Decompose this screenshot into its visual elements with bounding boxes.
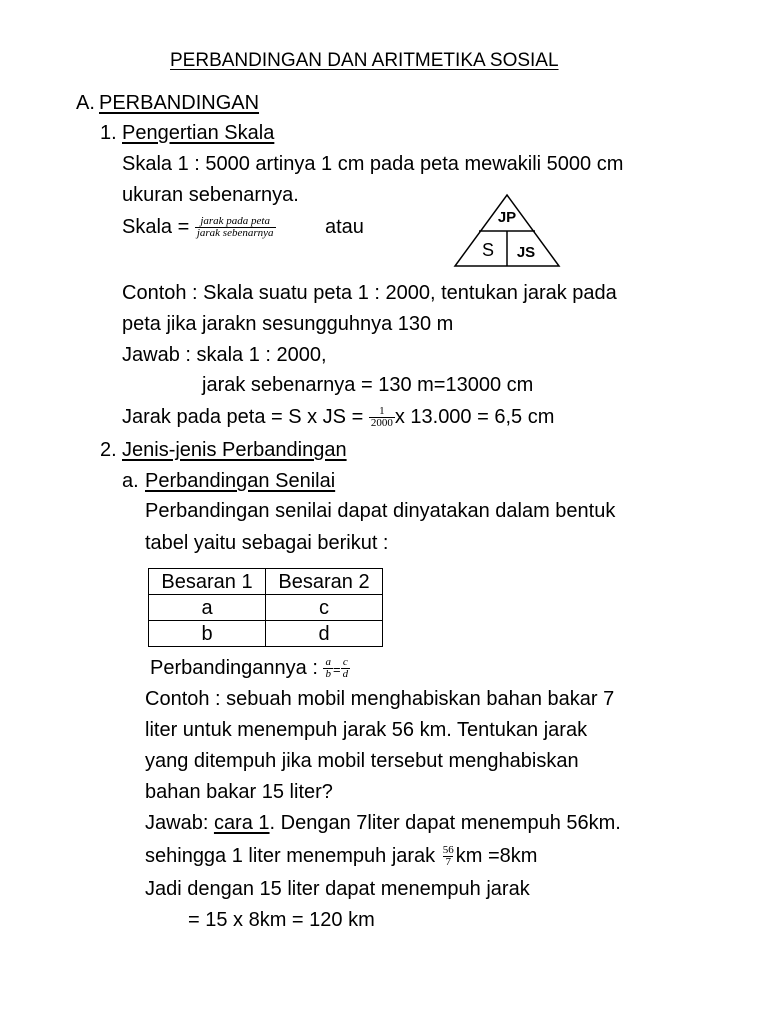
contoh-2-line-6	[145, 843, 537, 869]
table-cell: c	[266, 595, 383, 621]
senilai-line-1: Perbandingan senilai dapat dinyatakan dalam bentuk	[145, 500, 616, 522]
contoh-1-line-1: Contoh : Skala suatu peta 1 : 2000, tentukan jarak pada	[122, 282, 617, 304]
contoh-1-line-3: Jawab : skala 1 : 2000,	[122, 344, 327, 366]
table-cell: b	[149, 621, 266, 647]
contoh-2-line-6-prefix: sehingga 1 liter menempuh jarak	[145, 845, 436, 867]
triangle-label-js: JS	[516, 244, 536, 261]
perbandingan-f2-denominator: d	[342, 668, 349, 681]
item-1-marker: 1.	[100, 122, 117, 144]
table-row	[149, 621, 383, 647]
section-a-marker: A.	[76, 92, 95, 114]
perbandingan-fraction-1	[323, 657, 333, 680]
table-header-cell: Besaran 1	[149, 569, 266, 595]
table-row	[149, 595, 383, 621]
skala-atau: atau	[325, 216, 364, 238]
skala-formula-prefix: Skala =	[122, 216, 190, 238]
item-a-heading: Perbandingan Senilai	[145, 470, 336, 492]
item-2-heading: Jenis-jenis Perbandingan	[122, 439, 347, 461]
contoh-1-fraction-numerator: 1	[379, 405, 385, 418]
scale-triangle-diagram	[452, 193, 562, 269]
triangle-label-jp: JP	[497, 209, 517, 226]
contoh-2-fraction-numerator: 56	[442, 844, 454, 857]
contoh-2-line-6-suffix: km =8km	[455, 845, 538, 867]
perbandingan-f2-numerator: c	[342, 656, 348, 669]
contoh-2-line-2: liter untuk menempuh jarak 56 km. Tentukan jarak	[145, 719, 588, 741]
contoh-2-jawab	[145, 810, 621, 836]
contoh-2-line-3: yang ditempuh jika mobil tersebut menghabiskan	[145, 750, 579, 772]
perbandingan-f1-numerator: a	[325, 656, 331, 669]
item-1-heading: Pengertian Skala	[122, 122, 275, 144]
triangle-label-s: S	[481, 240, 495, 260]
table-header-row	[149, 569, 383, 595]
contoh-2-cara-1: cara 1	[213, 812, 270, 834]
contoh-2-line-1: Contoh : sebuah mobil menghabiskan bahan bakar 7	[145, 688, 615, 710]
contoh-2-line-4: bahan bakar 15 liter?	[145, 781, 333, 803]
contoh-1-fraction-denominator: 2000	[370, 417, 393, 430]
contoh-1-line-5-suffix: x 13.000 = 6,5 cm	[394, 406, 555, 428]
skala-fraction	[195, 216, 276, 239]
contoh-1-line-2: peta jika jarakn sesungguhnya 130 m	[122, 313, 454, 335]
contoh-1-line-4: jarak sebenarnya = 130 m=13000 cm	[202, 374, 534, 396]
table-cell: a	[149, 595, 266, 621]
perbandingan-equals: =	[332, 662, 341, 677]
skala-line-1: Skala 1 : 5000 artinya 1 cm pada peta mewakili 5000 cm	[122, 153, 624, 175]
page-title: PERBANDINGAN DAN ARITMETIKA SOSIAL	[170, 50, 559, 71]
perbandingan-prefix: Perbandingannya :	[150, 657, 318, 679]
section-a-heading: PERBANDINGAN	[99, 92, 260, 114]
perbandingan-line	[150, 655, 350, 683]
contoh-1-line-5	[122, 404, 554, 430]
contoh-2-fraction	[441, 845, 456, 868]
contoh-1-fraction	[369, 406, 395, 429]
skala-fraction-denominator: jarak sebenarnya	[196, 227, 274, 240]
item-2-marker: 2.	[100, 439, 117, 461]
contoh-2-jawab-prefix: Jawab:	[145, 812, 214, 834]
perbandingan-f1-denominator: b	[325, 668, 331, 681]
contoh-2-fraction-denominator: 7	[445, 856, 451, 869]
contoh-2-line-7: Jadi dengan 15 liter dapat menempuh jarak	[145, 878, 530, 900]
skala-line-2: ukuran sebenarnya.	[122, 184, 299, 206]
skala-formula	[122, 214, 276, 240]
table-header-cell: Besaran 2	[266, 569, 383, 595]
contoh-2-jawab-suffix: . Dengan 7liter dapat menempuh 56km.	[269, 812, 621, 834]
senilai-table	[148, 568, 383, 647]
senilai-line-2: tabel yaitu sebagai berikut :	[145, 532, 389, 554]
table-cell: d	[266, 621, 383, 647]
contoh-1-line-5-prefix: Jarak pada peta = S x JS =	[122, 406, 364, 428]
contoh-2-line-8: = 15 x 8km = 120 km	[188, 909, 375, 931]
perbandingan-fraction-2	[341, 657, 351, 680]
item-a-marker: a.	[122, 470, 139, 492]
skala-fraction-numerator: jarak pada peta	[200, 215, 270, 228]
